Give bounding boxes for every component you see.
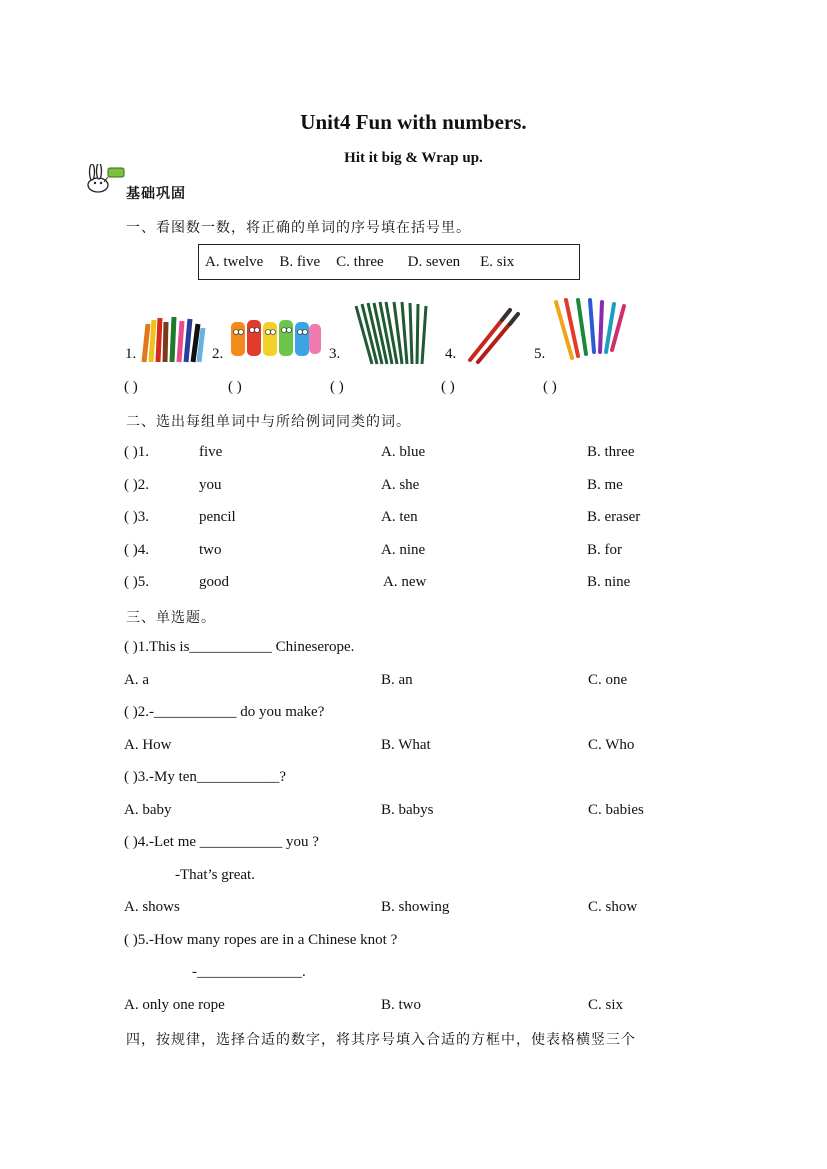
word-options-box [198, 244, 580, 280]
option-c: C. babies [588, 802, 644, 818]
picture-number: 1. [125, 346, 137, 362]
option-a: A. new [383, 574, 427, 590]
question-number: ( )3. [124, 509, 149, 525]
question-stem: ( )3.-My ten___________? [124, 769, 287, 785]
option-a: A. only one rope [124, 997, 225, 1013]
option-c: C. one [588, 672, 628, 688]
page-title: Unit4 Fun with numbers. [300, 110, 527, 134]
option-b: B. babys [381, 802, 434, 818]
question-stem: ( )2.-___________ do you make? [124, 704, 325, 720]
option-a: A. baby [124, 802, 172, 818]
example-word: you [199, 477, 222, 493]
example-word: five [199, 444, 223, 460]
answer-blank[interactable]: ( ) [124, 379, 138, 395]
dialogue-reply: -That’s great. [175, 867, 255, 883]
option-a: A. blue [381, 444, 426, 460]
option-c: C. show [588, 899, 638, 915]
question-number: ( )1. [124, 444, 149, 460]
option-a: A. How [124, 737, 172, 753]
question-number: ( )5. [124, 574, 149, 590]
picture-number: 5. [534, 346, 546, 362]
word-option: B. five [279, 253, 321, 270]
part4-heading: 四，按规律，选择合适的数字，将其序号填入合适的方框中，使表格横竖三个 [126, 1032, 636, 1048]
option-c: C. Who [588, 737, 635, 753]
option-b: B. nine [587, 574, 631, 590]
page-subtitle: Hit it big & Wrap up. [344, 150, 483, 166]
word-option: A. twelve [205, 253, 264, 270]
question-stem: ( )4.-Let me ___________ you ? [124, 834, 319, 850]
picture-number: 3. [329, 346, 341, 362]
option-b: B. two [381, 997, 422, 1013]
option-b: B. What [381, 737, 431, 753]
option-b: B. an [381, 672, 413, 688]
red-pens-icon [466, 304, 526, 369]
option-a: A. a [124, 672, 149, 688]
answer-blank[interactable]: ( ) [228, 379, 242, 395]
option-a: A. shows [124, 899, 180, 915]
option-a: A. she [381, 477, 420, 493]
word-option: E. six [480, 253, 515, 270]
picture-number: 4. [445, 346, 457, 362]
part1-heading: 一、看图数一数，将正确的单词的序号填在括号里。 [126, 220, 471, 236]
question-stem: ( )5.-How many ropes are in a Chinese knot ? [124, 932, 398, 948]
cartoon-crayons-icon [229, 316, 323, 369]
question-number: ( )2. [124, 477, 149, 493]
option-c: C. six [588, 997, 624, 1013]
option-b: B. showing [381, 899, 450, 915]
rabbit-mascot-icon [82, 164, 126, 199]
word-option: C. three [336, 253, 384, 270]
example-word: two [199, 542, 222, 558]
option-a: A. nine [381, 542, 426, 558]
ballpoint-pens-icon [550, 296, 628, 367]
part3-heading: 三、单选题。 [126, 610, 216, 626]
answer-blank[interactable]: ( ) [330, 379, 344, 395]
green-pencils-icon [352, 300, 432, 373]
example-word: good [199, 574, 229, 590]
option-b: B. for [587, 542, 622, 558]
colored-pencils-icon [138, 312, 206, 369]
example-word: pencil [199, 509, 236, 525]
question-number: ( )4. [124, 542, 149, 558]
picture-number: 2. [212, 346, 224, 362]
option-b: B. me [587, 477, 623, 493]
answer-blank[interactable]: ( ) [441, 379, 455, 395]
answer-blank[interactable]: ( ) [543, 379, 557, 395]
section-badge: 基础巩固 [126, 186, 186, 202]
option-a: A. ten [381, 509, 418, 525]
question-stem: ( )1.This is___________ Chineserope. [124, 639, 355, 655]
dialogue-reply: -______________. [192, 964, 306, 980]
option-b: B. three [587, 444, 635, 460]
part2-heading: 二、选出每组单词中与所给例词同类的词。 [126, 414, 411, 430]
word-option: D. seven [407, 253, 461, 270]
option-b: B. eraser [587, 509, 641, 525]
